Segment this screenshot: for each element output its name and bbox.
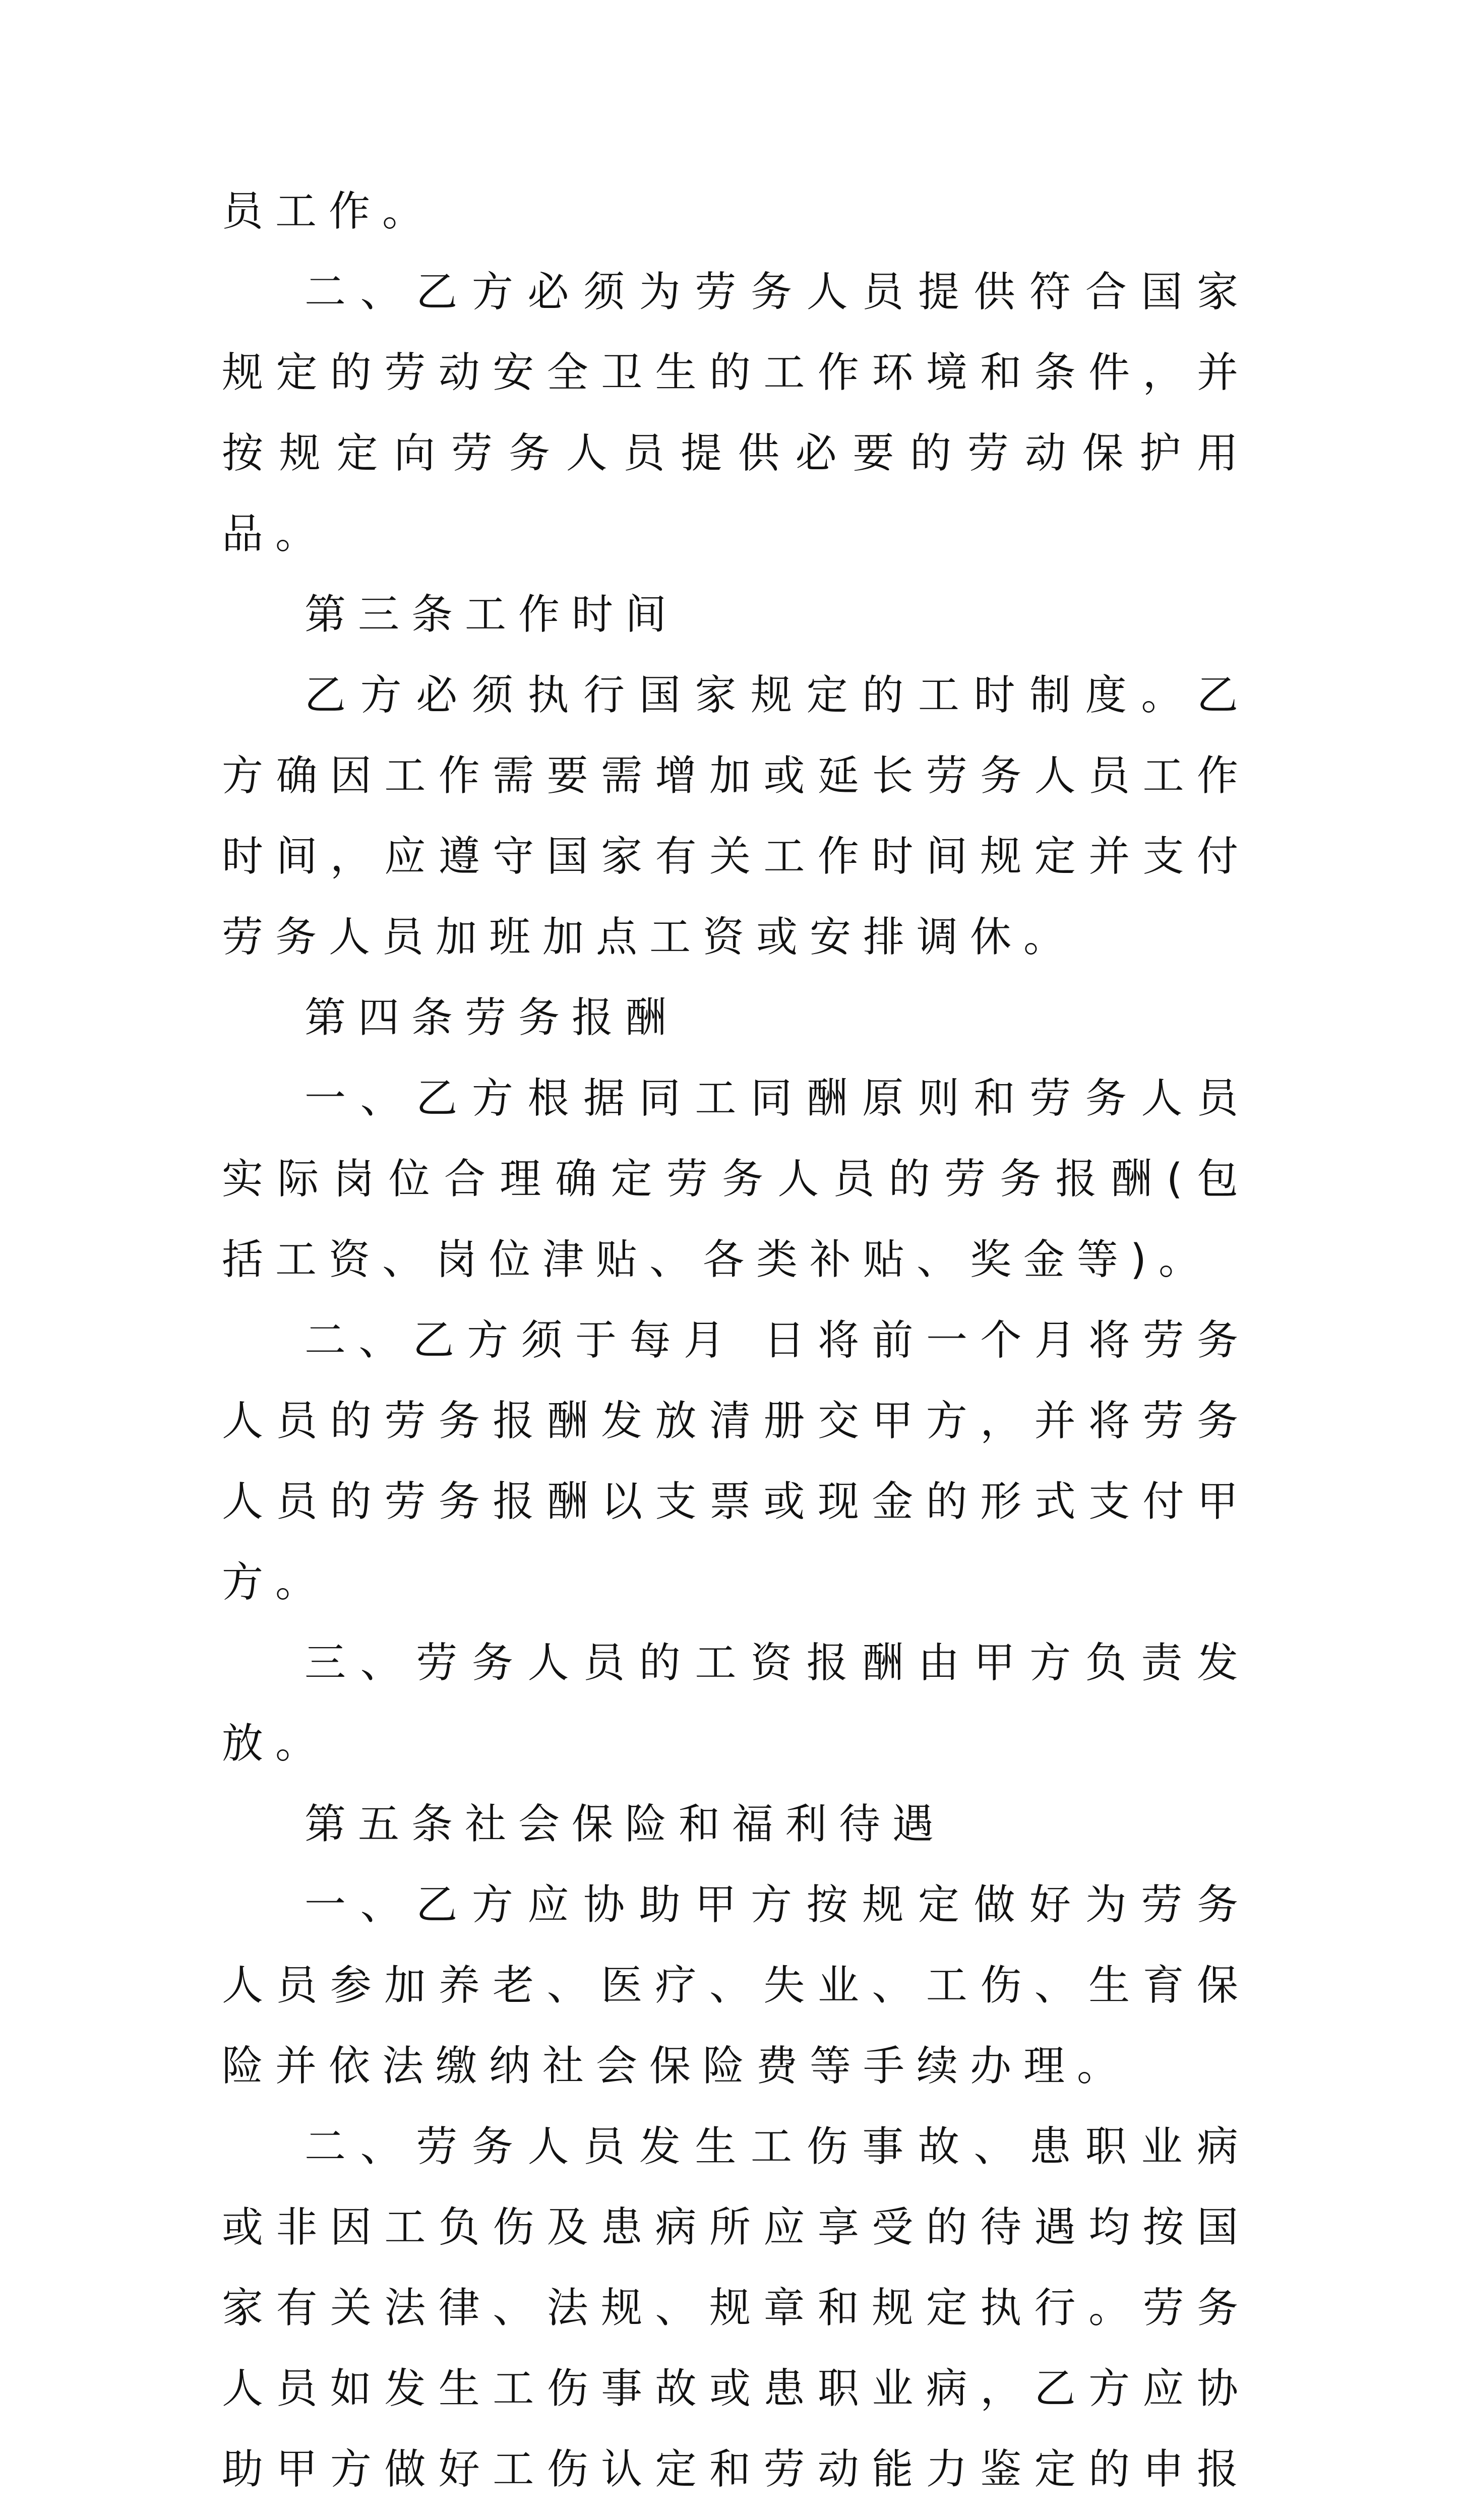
article-heading-working-hours: 第三条工作时间: [305, 591, 679, 639]
article-heading-remuneration: 第四条劳务报酬: [305, 994, 679, 1042]
paragraph-safety-conditions: 二、乙方必须为劳务人员提供符合国家规定的劳动安全卫生的工作环境和条件，并按规定向劳务人员提供必要的劳动保护用品。: [222, 268, 1250, 558]
document-body: [222, 171, 1250, 2520]
paragraph-working-hours: 乙方必须执行国家规定的工时制度。乙方确因工作需要需增加或延长劳务人员工作时间，应遵守国家有关工作时间规定并支付劳务人员加班加点工资或安排调休。: [222, 671, 1250, 961]
article-heading-social-insurance: 第五条社会保险和福利待遇: [305, 1800, 946, 1848]
paragraph-work-injury: 二、劳务人员发生工伤事故、患职业病或非因工负伤及患病所应享受的待遇均按国家有关法律、法规、规章和规定执行。劳务人员如发生工伤事故或患职业病，乙方应协助甲方做好工伤认定和劳动能力鉴定的申报: [222, 2123, 1250, 2493]
paragraph-wage-distribution: 三、劳务人员的工资报酬由甲方负责发放。: [222, 1639, 1250, 1768]
paragraph-continuation: 员工作。: [222, 187, 436, 235]
paragraph-remuneration-principle: 一、乙方根据同工同酬原则和劳务人员实际岗位合理确定劳务人员的劳务报酬(包括工资、岗位津贴、各类补贴、奖金等)。: [222, 1075, 1250, 1284]
paragraph-insurance-procedures: 一、乙方应协助甲方按规定做好为劳务人员参加养老、医疗、失业、工伤、生育保险并依法缴纳社会保险费等手续办理。: [222, 1881, 1250, 2090]
paragraph-remuneration-payment: 二、乙方须于每月 日将前一个月将劳务人员的劳务报酬发放清册交甲方，并将劳务人员的劳务报酬以支票或现金的形式支付甲方。: [222, 1316, 1250, 1606]
